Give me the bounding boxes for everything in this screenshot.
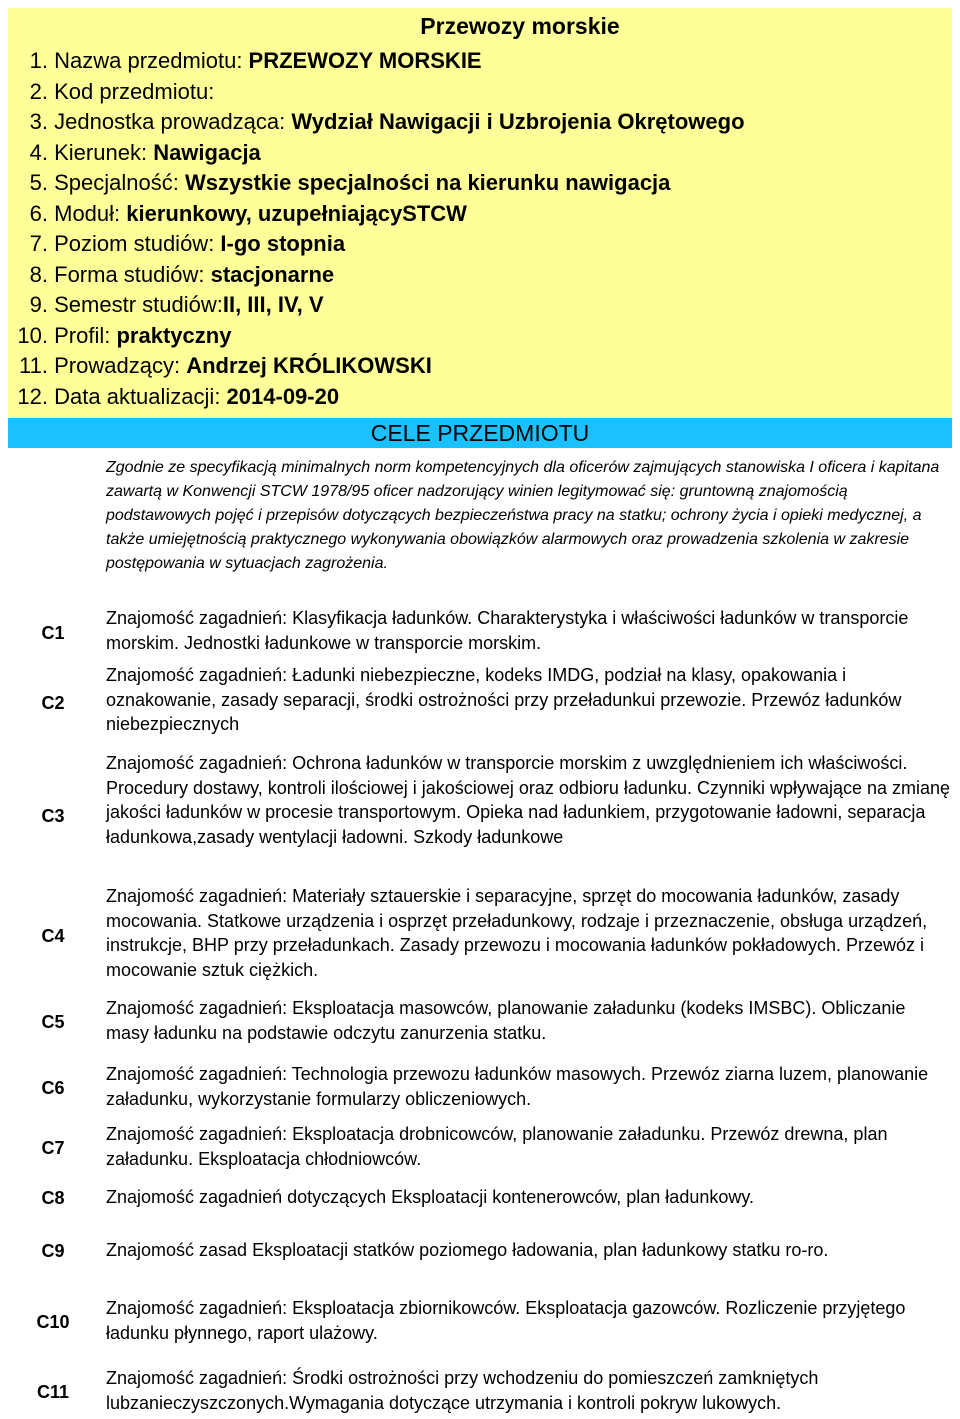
- info-line-form: [8, 261, 334, 289]
- info-line-lecturer: [8, 352, 432, 380]
- info-value: II, III, IV, V: [222, 292, 324, 317]
- info-number: 3.: [29, 109, 48, 134]
- info-label: Semestr studiów:: [54, 292, 223, 317]
- page-title: Przewozy morskie: [420, 13, 620, 39]
- info-value: Wszystkie specjalności na kierunku nawigacja: [184, 170, 671, 195]
- goal-text: Znajomość zasad Eksploatacji statków poziomego ładowania, plan ładunkowy statku ro-ro.: [106, 1240, 829, 1260]
- info-label: Forma studiów:: [54, 261, 211, 287]
- goal-text: Znajomość zagadnień: Ładunki niebezpieczne, kodeks IMDG, podział na klasy, opakowania i oznakowanie, zasady separacji, środki ostrożności przy przeładunkui przewozie. Przewóz ładunków niebezpiecznych: [106, 665, 902, 734]
- info-line-module: [8, 200, 467, 228]
- goal-text: Znajomość zagadnień: Materiały sztauerskie i separacyjne, sprzęt do mocowania ładunków, zasady mocowania. Statkowe urządzenia i osprzęt przeładunkowy, rodzaje i przeznaczenie, obsługa urządzeń, instrukcje, BHP przy przeładunkach. Zasady przewozu i mocowania ładunków pokładowych. Przewóz i mocowanie sztuk ciężkich.: [106, 886, 928, 980]
- info-label: Kod przedmiotu:: [54, 78, 215, 104]
- info-line-profile: [8, 322, 231, 350]
- info-value: kierunkowy, uzupełniającySTCW: [126, 200, 467, 226]
- goal-code: C11: [36, 1382, 70, 1402]
- info-line-updated: [8, 383, 339, 411]
- goal-code: C1: [41, 623, 65, 643]
- goal-text: Znajomość zagadnień: Ochrona ładunków w transporcie morskim z uwzględnieniem ich właściwości. Procedury dostawy, kontroli ilościowej i jakościowej oraz odbioru ładunku. Czynniki wpływające na zmianę jakości ładunków w procesie transportowym. Opieka nad ładunkiem, przygotowanie ładowni, separacja ładunkowa,zasady wentylacji ładowni. Szkody ładunkowe: [106, 753, 951, 847]
- goal-text: Znajomość zagadnień: Eksploatacja zbiornikowców. Eksploatacja gazowców. Rozliczenie przyjętego ładunku płynnego, raport ulażowy.: [106, 1298, 906, 1343]
- info-number: 2.: [29, 78, 48, 104]
- info-label: Specjalność:: [54, 170, 185, 195]
- goal-code: C3: [41, 806, 65, 826]
- goal-code: C9: [41, 1241, 65, 1261]
- goal-text: Znajomość zagadnień: Klasyfikacja ładunków. Charakterystyka i właściwości ładunków w transporcie morskim. Jednostki ładunkowe w transporcie morskim.: [106, 608, 909, 653]
- info-number: 10.: [17, 322, 48, 348]
- info-line-semester: [8, 291, 324, 319]
- info-number: 7.: [29, 231, 48, 256]
- info-label: Poziom studiów:: [54, 231, 221, 256]
- info-value: PRZEWOZY MORSKIE: [248, 48, 482, 73]
- info-value: Andrzej KRÓLIKOWSKI: [186, 353, 432, 378]
- info-number: 11.: [19, 353, 48, 378]
- course-goals-header: [8, 418, 952, 448]
- goal-code: C2: [41, 693, 65, 713]
- info-value: stacjonarne: [210, 261, 335, 287]
- course-goals-title: CELE PRZEDMIOTU: [370, 420, 590, 446]
- goals-intro-text: Zgodnie ze specyfikacją minimalnych norm kompetencyjnych dla oficerów zajmujących stanowiska I oficera i kapitana zawartą w Konwencji STCW 1978/95 oficer nadzorujący winien legitymować się: gruntowną znajomością podstawowych pojęć i przepisów dotyczących bezpieczeństwa pracy na statku; ochrony życia i opieki medycznej, a także umiejętnością praktycznego wykonywania obowiązków alarmowych oraz prowadzenia szkolenia w zakresie postępowania w sytuacjach zagrożenia.: [106, 459, 940, 572]
- goal-code: C8: [41, 1188, 65, 1208]
- goal-text: Znajomość zagadnień dotyczących Eksploatacji kontenerowców, plan ładunkowy.: [106, 1187, 755, 1207]
- goal-code: C7: [41, 1138, 65, 1158]
- info-number: 8.: [29, 261, 48, 287]
- goal-code: C4: [41, 926, 65, 946]
- goal-text: Znajomość zagadnień: Eksploatacja drobnicowców, planowanie załadunku. Przewóz drewna, plan załadunku. Eksploatacja chłodniowców.: [106, 1124, 888, 1169]
- info-number: 1.: [29, 48, 48, 73]
- info-label: Nazwa przedmiotu:: [54, 48, 249, 73]
- info-label: Data aktualizacji:: [54, 383, 227, 409]
- course-info-panel: [8, 8, 952, 420]
- info-line-field: [8, 139, 261, 167]
- info-line-code: [8, 78, 214, 106]
- info-number: 12.: [17, 383, 48, 409]
- info-line-name: [8, 47, 482, 75]
- info-value: Nawigacja: [153, 139, 261, 165]
- info-label: Jednostka prowadząca:: [54, 109, 292, 134]
- goal-text: Znajomość zagadnień: Środki ostrożności przy wchodzeniu do pomieszczeń zamkniętych lubzanieczyszczonych.Wymagania dotyczące utrzymania i kontroli pokryw lukowych.: [106, 1368, 819, 1413]
- info-label: Profil:: [54, 322, 117, 348]
- info-line-level: [8, 230, 345, 258]
- info-value: 2014-09-20: [226, 383, 340, 409]
- info-number: 6.: [29, 200, 48, 226]
- info-number: 9.: [29, 292, 48, 317]
- info-value: I-go stopnia: [220, 231, 346, 256]
- info-value: praktyczny: [116, 322, 232, 348]
- info-label: Kierunek:: [54, 139, 154, 165]
- info-line-unit: [8, 108, 745, 136]
- goal-code: C10: [36, 1312, 70, 1332]
- info-value: Wydział Nawigacji i Uzbrojenia Okrętowego: [291, 109, 745, 134]
- info-label: Moduł:: [54, 200, 127, 226]
- goal-code: C5: [41, 1012, 65, 1032]
- info-number: 5.: [29, 170, 48, 195]
- goal-text: Znajomość zagadnień: Technologia przewozu ładunków masowych. Przewóz ziarna luzem, planowanie załadunku, wykorzystanie formularzy obliczeniowych.: [106, 1064, 929, 1109]
- info-line-specialty: [8, 169, 670, 197]
- info-label: Prowadzący:: [54, 353, 187, 378]
- info-number: 4.: [29, 139, 48, 165]
- goal-text: Znajomość zagadnień: Eksploatacja masowców, planowanie załadunku (kodeks IMSBC). Obliczanie masy ładunku na podstawie odczytu zanurzenia statku.: [106, 998, 906, 1043]
- goal-code: C6: [41, 1078, 65, 1098]
